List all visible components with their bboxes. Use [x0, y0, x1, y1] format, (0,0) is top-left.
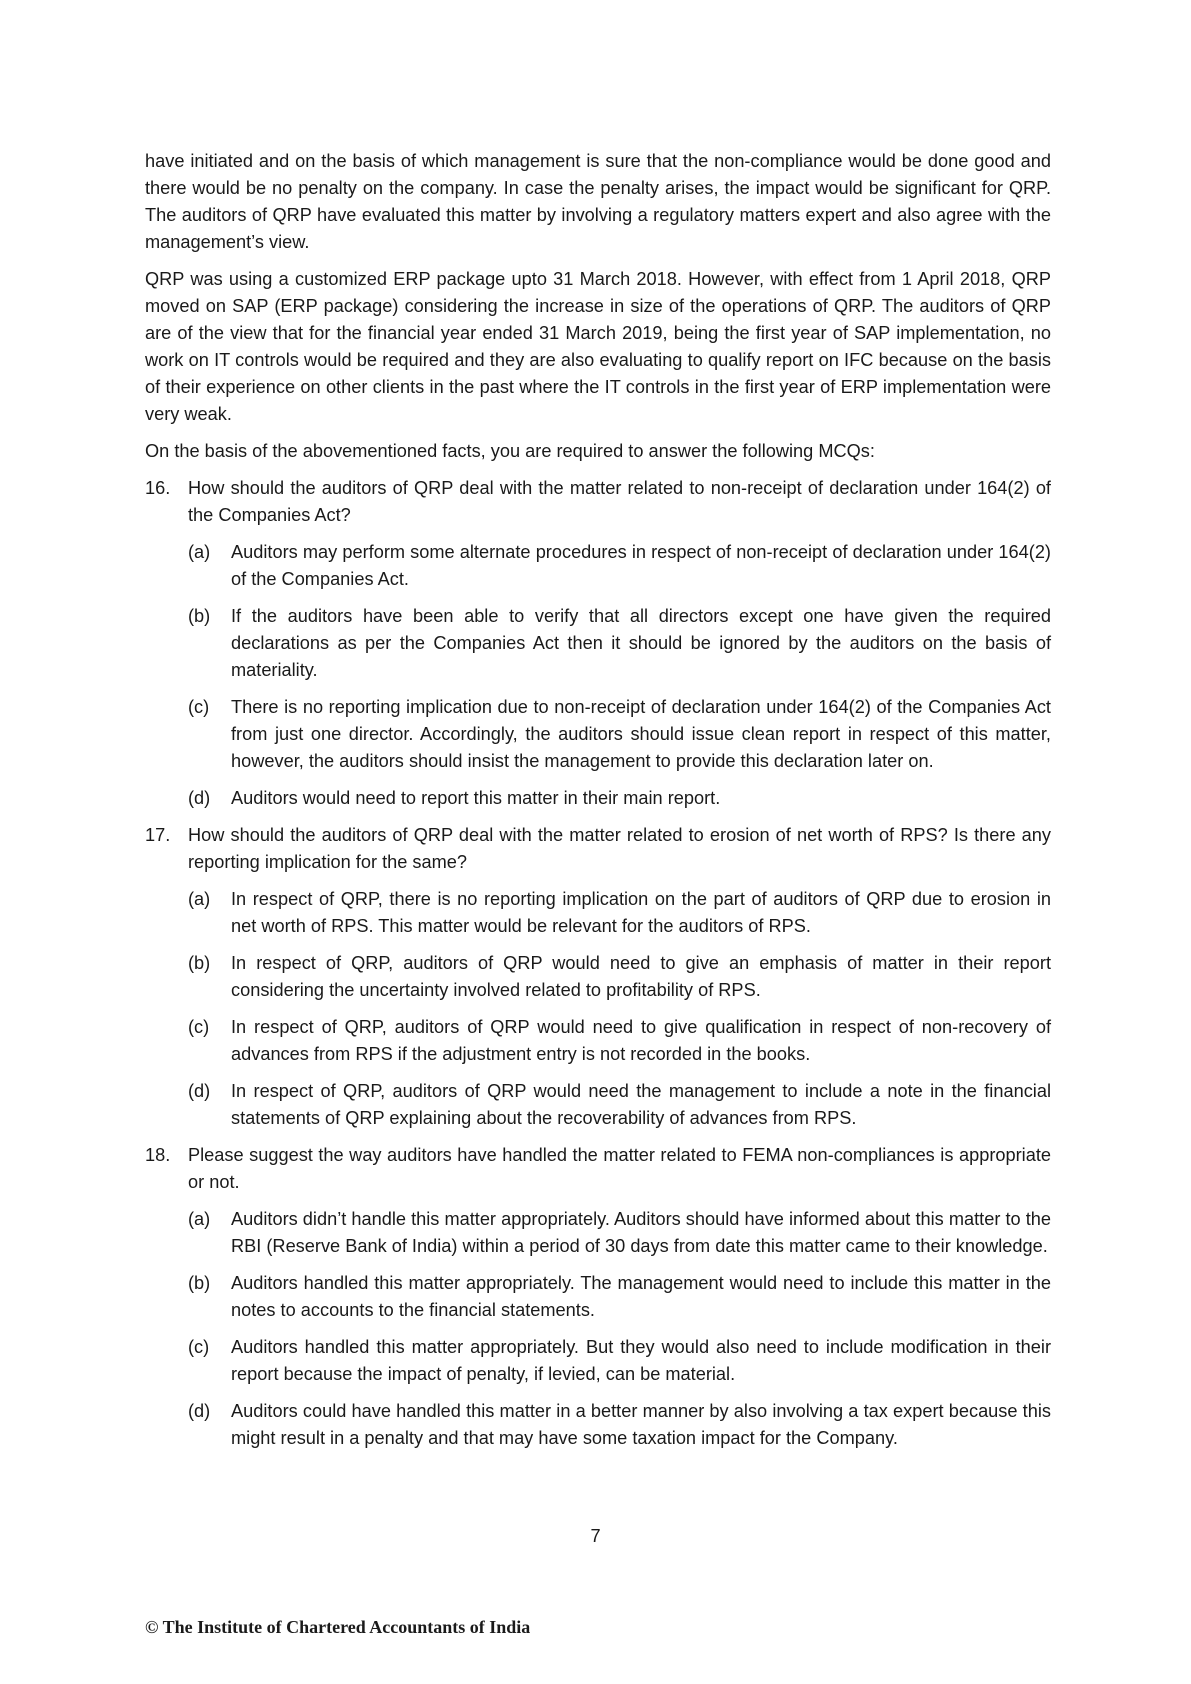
option-label: (b)	[188, 606, 211, 626]
option-label: (c)	[188, 1337, 210, 1357]
option-text: Auditors didn’t handle this matter appropriately. Auditors should have informed about this matter to the RBI (Reserve Bank of India) within a period of 30 days from date this matter came to their knowledge.	[231, 1209, 1051, 1256]
question-18	[145, 1142, 1051, 1452]
option-text: In respect of QRP, auditors of QRP would need to give an emphasis of matter in their report considering the uncertainty involved related to profitability of RPS.	[231, 953, 1051, 1000]
option-text: Auditors handled this matter appropriately. But they would also need to include modification in their report because the impact of penalty, if levied, can be material.	[231, 1337, 1051, 1384]
question-body	[188, 475, 1051, 812]
option-d	[188, 785, 1051, 812]
option-text: Auditors handled this matter appropriately. The management would need to include this matter in the notes to accounts to the financial statements.	[231, 1273, 1051, 1320]
option-d	[188, 1078, 1051, 1132]
paragraph: On the basis of the abovementioned facts, you are required to answer the following MCQs:	[145, 441, 875, 461]
option-b	[188, 950, 1051, 1004]
question-text: How should the auditors of QRP deal with the matter related to non-receipt of declaration under 164(2) of the Companies Act?	[188, 478, 1051, 525]
option-b	[188, 603, 1051, 684]
question-17	[145, 822, 1051, 1132]
option-text: In respect of QRP, auditors of QRP would need to give qualification in respect of non-recovery of advances from RPS if the adjustment entry is not recorded in the books.	[231, 1017, 1051, 1064]
option-a	[188, 1206, 1051, 1260]
option-c	[188, 1334, 1051, 1388]
option-label: (d)	[188, 1401, 211, 1421]
option-label: (d)	[188, 1081, 211, 1101]
question-body	[188, 1142, 1051, 1452]
footer-copyright: © The Institute of Chartered Accountants of India	[145, 1617, 531, 1637]
question-body	[188, 822, 1051, 1132]
question-number: 16.	[145, 478, 171, 498]
paragraph: have initiated and on the basis of which management is sure that the non-compliance would be done good and there would be no penalty on the company. In case the penalty arises, the impact would be significant for QRP. The auditors of QRP have evaluated this matter by involving a regulatory matters expert and also agree with the management’s view.	[145, 151, 1051, 252]
option-a	[188, 886, 1051, 940]
option-b	[188, 1270, 1051, 1324]
option-label: (a)	[188, 889, 211, 909]
option-a	[188, 539, 1051, 593]
document-body	[145, 148, 1051, 1462]
question-text: How should the auditors of QRP deal with the matter related to erosion of net worth of RPS? Is there any reporting implication for the same?	[188, 825, 1051, 872]
option-label: (a)	[188, 1209, 211, 1229]
option-c	[188, 694, 1051, 775]
option-label: (b)	[188, 953, 211, 973]
option-text: Auditors may perform some alternate procedures in respect of non-receipt of declaration under 164(2) of the Companies Act.	[231, 542, 1051, 589]
option-label: (b)	[188, 1273, 211, 1293]
option-c	[188, 1014, 1051, 1068]
question-text: Please suggest the way auditors have handled the matter related to FEMA non-compliances is appropriate or not.	[188, 1145, 1051, 1192]
option-d	[188, 1398, 1051, 1452]
question-16	[145, 475, 1051, 812]
option-label: (c)	[188, 697, 210, 717]
option-text: Auditors would need to report this matter in their main report.	[231, 788, 721, 808]
option-text: In respect of QRP, there is no reporting implication on the part of auditors of QRP due to erosion in net worth of RPS. This matter would be relevant for the auditors of RPS.	[231, 889, 1051, 936]
option-text: Auditors could have handled this matter in a better manner by also involving a tax expert because this might result in a penalty and that may have some taxation impact for the Company.	[231, 1401, 1051, 1448]
page-number: 7	[590, 1526, 601, 1546]
option-label: (c)	[188, 1017, 210, 1037]
option-label: (a)	[188, 542, 211, 562]
question-number: 17.	[145, 825, 171, 845]
option-text: In respect of QRP, auditors of QRP would need the management to include a note in the financial statements of QRP explaining about the recoverability of advances from RPS.	[231, 1081, 1051, 1128]
option-text: There is no reporting implication due to non-receipt of declaration under 164(2) of the Companies Act from just one director. Accordingly, the auditors should issue clean report in respect of this matter, however, the auditors should insist the management to provide this declaration later on.	[231, 697, 1051, 771]
question-number: 18.	[145, 1145, 171, 1165]
option-text: If the auditors have been able to verify that all directors except one have given the required declarations as per the Companies Act then it should be ignored by the auditors on the basis of materiality.	[231, 606, 1051, 680]
paragraph: QRP was using a customized ERP package upto 31 March 2018. However, with effect from 1 April 2018, QRP moved on SAP (ERP package) considering the increase in size of the operations of QRP. The auditors of QRP are of the view that for the financial year ended 31 March 2019, being the first year of SAP implementation, no work on IT controls would be required and they are also evaluating to qualify report on IFC because on the basis of their experience on other clients in the past where the IT controls in the first year of ERP implementation were very weak.	[145, 269, 1051, 424]
option-label: (d)	[188, 788, 211, 808]
